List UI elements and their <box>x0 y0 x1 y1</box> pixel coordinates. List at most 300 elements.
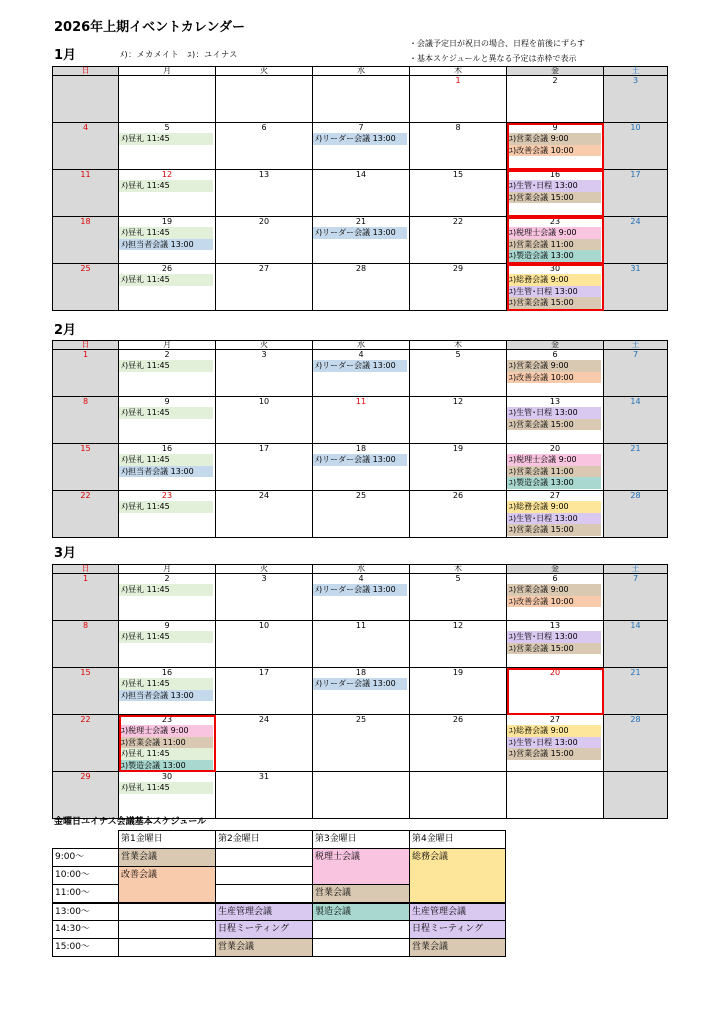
day-cell <box>313 491 410 538</box>
day-number: 4 <box>82 123 89 132</box>
weekday-header: 火 <box>216 67 313 76</box>
schedule-title: 金曜日ユイナス会議基本スケジュール <box>54 817 207 827</box>
day-cell <box>119 715 216 772</box>
day-number: 5 <box>455 574 461 583</box>
day-number: 31 <box>630 264 641 273</box>
day-cell <box>119 491 216 538</box>
schedule-cell: 改善会議 <box>119 867 216 903</box>
day-number: 8 <box>82 621 89 630</box>
day-cell <box>507 170 604 217</box>
event-item: ﾒ)担当者会議 13:00 <box>119 239 213 251</box>
day-number: 2 <box>552 76 558 85</box>
day-number: 28 <box>355 264 367 273</box>
day-number: 7 <box>358 123 364 132</box>
event-item: ﾕ)生管･日程 13:00 <box>507 286 601 298</box>
day-cell <box>410 574 507 621</box>
day-cell <box>53 397 119 444</box>
weekday-header: 水 <box>313 565 410 574</box>
day-number: 10 <box>258 397 270 406</box>
schedule-cell <box>313 921 410 939</box>
calendar-feb <box>52 340 668 538</box>
event-item: ﾕ)営業会議 9:00 <box>507 584 601 596</box>
schedule-cell <box>119 921 216 939</box>
day-number: 25 <box>355 491 367 500</box>
day-cell <box>507 621 604 668</box>
day-cell <box>53 668 119 715</box>
event-item: ﾒ)リーダー会議 13:00 <box>313 360 407 372</box>
day-cell <box>410 350 507 397</box>
weekday-header: 木 <box>410 67 507 76</box>
day-cell <box>216 123 313 170</box>
weekday-header: 金 <box>507 565 604 574</box>
event-item: ﾕ)生管･日程 13:00 <box>507 513 601 525</box>
day-number: 8 <box>82 397 89 406</box>
event-item: ﾒ)昼礼 11:45 <box>119 631 213 643</box>
event-item: ﾕ)税理士会議 9:00 <box>507 454 601 466</box>
day-number: 24 <box>258 715 270 724</box>
day-number: 12 <box>452 621 464 630</box>
day-cell <box>216 217 313 264</box>
day-number: 6 <box>552 350 558 359</box>
event-item: ﾒ)昼礼 11:45 <box>119 584 213 596</box>
day-cell <box>216 76 313 123</box>
day-number: 6 <box>552 574 558 583</box>
day-cell <box>313 397 410 444</box>
event-item: ﾕ)生管･日程 13:00 <box>507 737 601 749</box>
day-cell <box>410 715 507 772</box>
day-cell <box>53 621 119 668</box>
day-number: 29 <box>80 772 91 781</box>
day-number: 9 <box>164 621 170 630</box>
day-number: 20 <box>549 444 561 453</box>
event-item: ﾒ)昼礼 11:45 <box>119 454 213 466</box>
friday-schedule-table <box>52 830 506 957</box>
day-number: 1 <box>455 76 461 85</box>
event-item: ﾕ)営業会議 11:00 <box>119 737 213 749</box>
event-item: ﾒ)昼礼 11:45 <box>119 274 213 286</box>
day-number: 22 <box>452 217 464 226</box>
event-item: ﾒ)リーダー会議 13:00 <box>313 227 407 239</box>
schedule-cell <box>216 885 313 903</box>
day-cell <box>313 217 410 264</box>
day-cell <box>119 444 216 491</box>
schedule-cell: 総務会議 <box>410 849 506 903</box>
schedule-cell <box>119 903 216 921</box>
day-cell <box>53 123 119 170</box>
day-number: 1 <box>82 574 89 583</box>
schedule-cell <box>119 939 216 957</box>
day-cell <box>313 264 410 311</box>
month-label-feb: 2月 <box>54 323 77 338</box>
day-number: 3 <box>632 76 639 85</box>
day-cell <box>53 76 119 123</box>
day-number: 21 <box>355 217 367 226</box>
day-cell <box>119 217 216 264</box>
day-cell <box>53 574 119 621</box>
day-cell <box>604 621 668 668</box>
day-cell <box>216 444 313 491</box>
event-item: ﾕ)営業会議 15:00 <box>507 748 601 760</box>
day-cell <box>604 574 668 621</box>
day-number: 11 <box>80 170 91 179</box>
day-cell <box>53 715 119 772</box>
day-cell <box>119 574 216 621</box>
day-number: 18 <box>355 444 367 453</box>
day-cell <box>410 491 507 538</box>
day-cell <box>604 772 668 819</box>
month-label-mar: 3月 <box>54 546 77 561</box>
day-cell <box>507 217 604 264</box>
day-cell <box>216 621 313 668</box>
day-number: 31 <box>258 772 270 781</box>
event-item: ﾕ)改善会議 10:00 <box>507 372 601 384</box>
day-cell <box>119 397 216 444</box>
day-number: 26 <box>452 491 464 500</box>
day-number: 25 <box>355 715 367 724</box>
event-item: ﾒ)昼礼 11:45 <box>119 360 213 372</box>
weekday-header: 火 <box>216 341 313 350</box>
day-number: 18 <box>80 217 91 226</box>
day-number: 4 <box>358 350 364 359</box>
schedule-cell: 日程ミーティング <box>410 921 506 939</box>
schedule-cell: 営業会議 <box>216 939 313 957</box>
day-cell <box>53 350 119 397</box>
day-number: 28 <box>630 715 641 724</box>
event-item: ﾕ)税理士会議 9:00 <box>119 725 213 737</box>
day-cell <box>507 574 604 621</box>
calendar-mar <box>52 564 668 819</box>
day-number: 13 <box>549 621 561 630</box>
day-cell <box>604 264 668 311</box>
day-number: 14 <box>630 397 641 406</box>
day-number: 23 <box>161 491 173 500</box>
event-item: ﾕ)改善会議 10:00 <box>507 145 601 157</box>
day-number: 11 <box>355 621 367 630</box>
calendar-jan <box>52 66 668 311</box>
day-number: 4 <box>358 574 364 583</box>
day-cell <box>53 217 119 264</box>
event-item: ﾒ)担当者会議 13:00 <box>119 466 213 478</box>
weekday-header: 月 <box>119 67 216 76</box>
time-label: 15:00～ <box>53 939 119 957</box>
day-cell <box>604 715 668 772</box>
day-number: 16 <box>161 668 173 677</box>
day-number: 9 <box>164 397 170 406</box>
day-number: 28 <box>630 491 641 500</box>
weekday-header: 水 <box>313 67 410 76</box>
day-number: 13 <box>549 397 561 406</box>
day-cell <box>313 668 410 715</box>
weekday-header: 木 <box>410 565 507 574</box>
event-item: ﾕ)製造会議 13:00 <box>119 760 213 772</box>
event-item: ﾒ)リーダー会議 13:00 <box>313 454 407 466</box>
day-cell <box>216 264 313 311</box>
day-number: 21 <box>630 668 641 677</box>
day-number: 13 <box>258 170 270 179</box>
event-item: ﾒ)昼礼 11:45 <box>119 133 213 145</box>
weekday-header: 木 <box>410 341 507 350</box>
day-number: 9 <box>552 123 558 132</box>
event-item: ﾕ)改善会議 10:00 <box>507 596 601 608</box>
day-number: 23 <box>549 217 561 226</box>
day-number: 20 <box>258 217 270 226</box>
event-item: ﾕ)生管･日程 13:00 <box>507 180 601 192</box>
day-cell <box>604 350 668 397</box>
day-cell <box>313 621 410 668</box>
weekday-header: 土 <box>604 341 668 350</box>
day-cell <box>216 715 313 772</box>
schedule-corner <box>53 831 119 849</box>
day-number: 5 <box>164 123 170 132</box>
day-number: 27 <box>549 491 561 500</box>
day-number: 16 <box>549 170 561 179</box>
event-item: ﾕ)営業会議 15:00 <box>507 192 601 204</box>
day-cell <box>216 668 313 715</box>
time-label: 9:00～ <box>53 849 119 867</box>
day-cell <box>119 668 216 715</box>
day-number: 10 <box>630 123 641 132</box>
event-item: ﾕ)営業会議 15:00 <box>507 524 601 536</box>
event-item: ﾕ)営業会議 9:00 <box>507 360 601 372</box>
day-number: 11 <box>355 397 367 406</box>
weekday-header: 月 <box>119 565 216 574</box>
day-number: 7 <box>632 350 639 359</box>
day-cell <box>313 574 410 621</box>
weekday-header: 金 <box>507 341 604 350</box>
day-cell <box>410 217 507 264</box>
weekday-header: 日 <box>53 67 119 76</box>
event-item: ﾒ)リーダー会議 13:00 <box>313 678 407 690</box>
event-item: ﾒ)昼礼 11:45 <box>119 501 213 513</box>
day-cell <box>53 772 119 819</box>
event-item: ﾕ)税理士会議 9:00 <box>507 227 601 239</box>
day-cell <box>604 123 668 170</box>
day-number: 17 <box>258 668 270 677</box>
event-item: ﾒ)昼礼 11:45 <box>119 678 213 690</box>
day-cell <box>119 170 216 217</box>
day-cell <box>507 668 604 715</box>
event-item: ﾒ)昼礼 11:45 <box>119 227 213 239</box>
day-number: 3 <box>261 350 267 359</box>
schedule-cell: 税理士会議 <box>313 849 410 885</box>
schedule-cell: 生産管理会議 <box>216 903 313 921</box>
day-number: 30 <box>161 772 173 781</box>
day-cell <box>53 264 119 311</box>
day-cell <box>410 772 507 819</box>
day-number: 12 <box>161 170 173 179</box>
day-cell <box>216 772 313 819</box>
day-cell <box>216 491 313 538</box>
day-number: 8 <box>455 123 461 132</box>
day-cell <box>604 491 668 538</box>
day-cell <box>53 170 119 217</box>
day-cell <box>53 491 119 538</box>
event-item: ﾒ)リーダー会議 13:00 <box>313 133 407 145</box>
day-cell <box>410 444 507 491</box>
day-cell <box>507 491 604 538</box>
event-item: ﾒ)昼礼 11:45 <box>119 748 213 760</box>
event-item: ﾕ)営業会議 15:00 <box>507 643 601 655</box>
day-number: 7 <box>632 574 639 583</box>
schedule-cell <box>216 867 313 885</box>
day-cell <box>313 444 410 491</box>
day-number: 16 <box>161 444 173 453</box>
weekday-header: 日 <box>53 565 119 574</box>
day-cell <box>216 170 313 217</box>
event-item: ﾒ)昼礼 11:45 <box>119 407 213 419</box>
time-label: 11:00～ <box>53 885 119 903</box>
day-number: 29 <box>452 264 464 273</box>
day-cell <box>410 170 507 217</box>
day-cell <box>216 397 313 444</box>
schedule-cell: 営業会議 <box>410 939 506 957</box>
event-item: ﾕ)営業会議 15:00 <box>507 297 601 309</box>
day-number: 17 <box>630 170 641 179</box>
day-cell <box>410 397 507 444</box>
day-number: 15 <box>80 668 91 677</box>
day-cell <box>410 668 507 715</box>
schedule-cell: 生産管理会議 <box>410 903 506 921</box>
day-number: 15 <box>80 444 91 453</box>
day-number: 14 <box>355 170 367 179</box>
day-number: 3 <box>261 574 267 583</box>
event-item: ﾒ)昼礼 11:45 <box>119 180 213 192</box>
note-holiday: ・会議予定日が祝日の場合、日程を前後にずらす <box>409 39 585 48</box>
day-cell <box>507 123 604 170</box>
day-cell <box>313 76 410 123</box>
day-cell <box>410 123 507 170</box>
day-number: 27 <box>549 715 561 724</box>
day-cell <box>604 217 668 264</box>
weekday-header: 火 <box>216 565 313 574</box>
day-cell <box>604 668 668 715</box>
day-number: 12 <box>452 397 464 406</box>
day-number: 23 <box>161 715 173 724</box>
weekday-header: 土 <box>604 565 668 574</box>
day-cell <box>507 264 604 311</box>
day-number: 26 <box>161 264 173 273</box>
day-number: 27 <box>258 264 270 273</box>
weekday-header: 土 <box>604 67 668 76</box>
day-cell <box>119 264 216 311</box>
event-item: ﾕ)営業会議 11:00 <box>507 239 601 251</box>
weekday-header: 金 <box>507 67 604 76</box>
day-number: 21 <box>630 444 641 453</box>
day-cell <box>119 621 216 668</box>
note-red-frame: ・基本スケジュールと異なる予定は赤枠で表示 <box>409 54 577 63</box>
schedule-cell <box>313 939 410 957</box>
day-cell <box>313 123 410 170</box>
day-cell <box>216 350 313 397</box>
day-number: 2 <box>164 574 170 583</box>
day-number: 24 <box>258 491 270 500</box>
event-item: ﾒ)リーダー会議 13:00 <box>313 584 407 596</box>
day-number: 19 <box>452 668 464 677</box>
event-item: ﾕ)営業会議 11:00 <box>507 466 601 478</box>
day-cell <box>313 715 410 772</box>
day-cell <box>410 264 507 311</box>
event-item: ﾕ)総務会議 9:00 <box>507 274 601 286</box>
event-item: ﾕ)営業会議 15:00 <box>507 419 601 431</box>
day-number: 24 <box>630 217 641 226</box>
day-number: 6 <box>261 123 267 132</box>
schedule-header-w4: 第4金曜日 <box>410 831 506 849</box>
day-number: 18 <box>355 668 367 677</box>
day-number: 20 <box>549 668 561 677</box>
day-number: 14 <box>630 621 641 630</box>
event-item: ﾕ)生管･日程 13:00 <box>507 407 601 419</box>
weekday-header: 水 <box>313 341 410 350</box>
schedule-cell: 営業会議 <box>119 849 216 867</box>
day-cell <box>507 350 604 397</box>
day-cell <box>119 772 216 819</box>
event-item: ﾕ)生管･日程 13:00 <box>507 631 601 643</box>
time-label: 14:30～ <box>53 921 119 939</box>
day-number: 10 <box>258 621 270 630</box>
schedule-header-w3: 第3金曜日 <box>313 831 410 849</box>
day-number: 5 <box>455 350 461 359</box>
event-item: ﾕ)総務会議 9:00 <box>507 501 601 513</box>
event-item: ﾕ)製造会議 13:00 <box>507 477 601 489</box>
day-number: 19 <box>161 217 173 226</box>
day-number: 30 <box>549 264 561 273</box>
day-cell <box>313 170 410 217</box>
event-item: ﾒ)担当者会議 13:00 <box>119 690 213 702</box>
page-title: 2026年上期イベントカレンダー <box>54 20 245 35</box>
day-number: 19 <box>452 444 464 453</box>
schedule-cell: 日程ミーティング <box>216 921 313 939</box>
day-cell <box>507 76 604 123</box>
time-label: 13:00～ <box>53 903 119 921</box>
day-cell <box>507 772 604 819</box>
time-label: 10:00～ <box>53 867 119 885</box>
day-cell <box>313 772 410 819</box>
event-item: ﾒ)昼礼 11:45 <box>119 782 213 794</box>
schedule-cell: 製造会議 <box>313 903 410 921</box>
day-cell <box>216 574 313 621</box>
schedule-header-w1: 第1金曜日 <box>119 831 216 849</box>
day-cell <box>313 350 410 397</box>
day-number: 2 <box>164 350 170 359</box>
day-number: 22 <box>80 715 91 724</box>
day-cell <box>604 444 668 491</box>
weekday-header: 日 <box>53 341 119 350</box>
day-cell <box>119 76 216 123</box>
day-number: 1 <box>82 350 89 359</box>
event-item: ﾕ)営業会議 9:00 <box>507 133 601 145</box>
day-cell <box>119 123 216 170</box>
day-cell <box>604 397 668 444</box>
weekday-header: 月 <box>119 341 216 350</box>
day-cell <box>410 76 507 123</box>
day-cell <box>410 621 507 668</box>
day-cell <box>507 397 604 444</box>
day-cell <box>119 350 216 397</box>
event-item: ﾕ)製造会議 13:00 <box>507 250 601 262</box>
day-number: 25 <box>80 264 91 273</box>
day-cell <box>604 170 668 217</box>
event-item: ﾕ)総務会議 9:00 <box>507 725 601 737</box>
day-number: 26 <box>452 715 464 724</box>
notes <box>409 36 585 66</box>
day-number: 15 <box>452 170 464 179</box>
abbreviation-legend: ﾒ)：メカメイト ﾕ)：ユイナス <box>120 50 238 59</box>
day-cell <box>53 444 119 491</box>
schedule-header-w2: 第2金曜日 <box>216 831 313 849</box>
day-cell <box>507 715 604 772</box>
month-label-jan: 1月 <box>54 48 77 63</box>
day-number: 22 <box>80 491 91 500</box>
